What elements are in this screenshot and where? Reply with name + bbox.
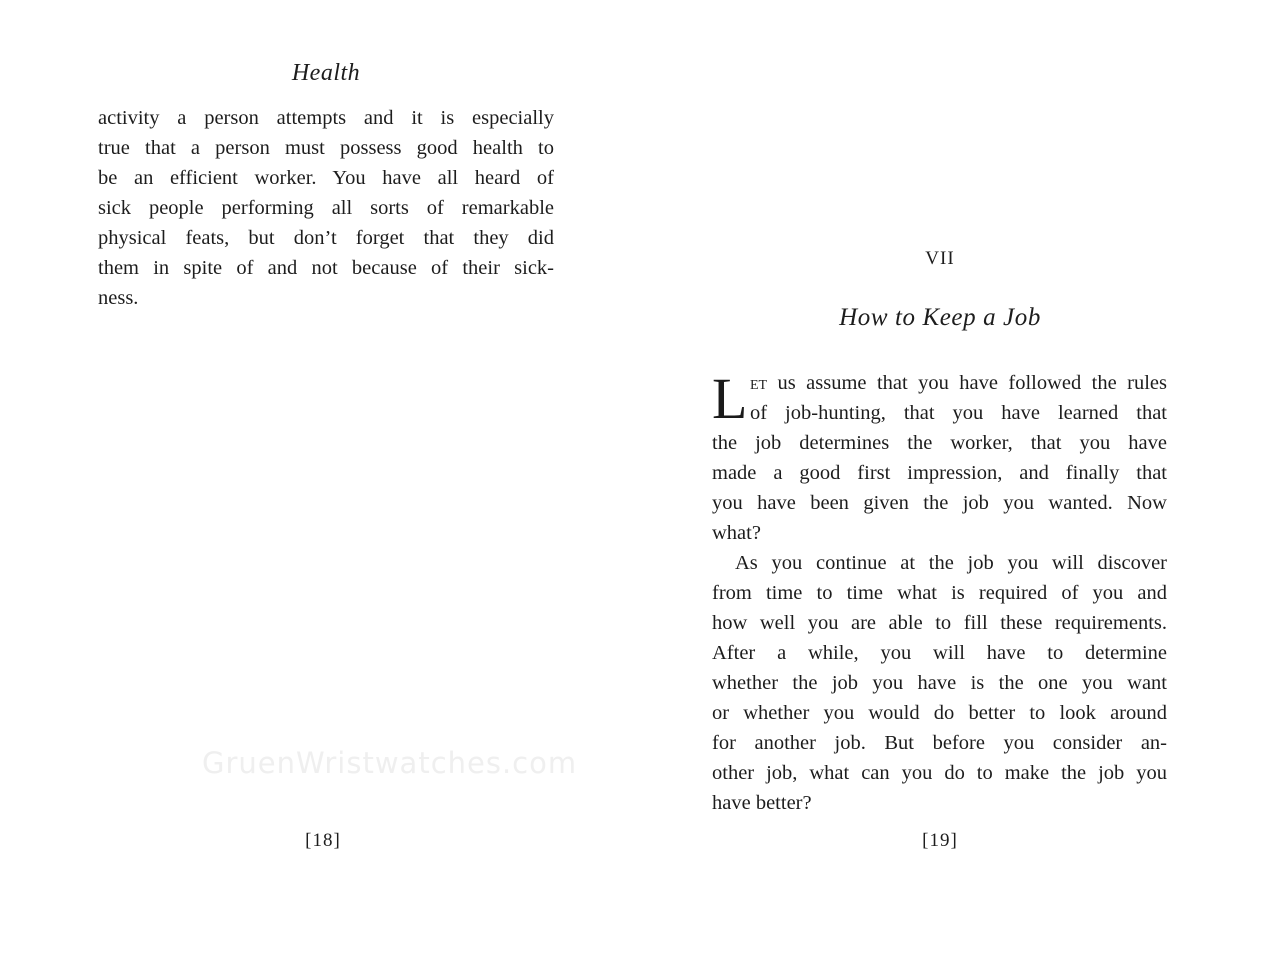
chapter-number: VII — [925, 248, 955, 269]
text-line: other job, what can you do to make the job you — [712, 762, 1167, 784]
text-line: physical feats, but don’t forget that they did — [98, 227, 554, 249]
text-line: them in spite of and not because of their sick- — [98, 257, 554, 279]
page-number: [19] — [922, 830, 958, 851]
text-line: After a while, you will have to determine — [712, 642, 1167, 664]
right-page — [640, 0, 1280, 978]
left-page-body — [98, 103, 554, 313]
small-caps-text: et — [750, 372, 768, 394]
text-line: from time to time what is required of you and — [712, 582, 1167, 604]
text-line: of job-hunting, that you have learned that — [750, 402, 1167, 424]
text-line: activity a person attempts and it is especially — [98, 107, 554, 129]
running-head: Health — [291, 60, 361, 86]
text-line — [712, 368, 1167, 398]
page-number: [18] — [305, 830, 341, 851]
text-line: how well you are able to fill these requirements. — [712, 612, 1167, 634]
chapter-title: How to Keep a Job — [839, 304, 1041, 331]
text-line: made a good first impression, and finally that — [712, 462, 1167, 484]
text-line: for another job. But before you consider an- — [712, 732, 1167, 754]
text-line: have better? — [712, 792, 812, 814]
text-line: As you continue at the job you will discover — [735, 552, 1167, 574]
text-line: whether the job you have is the one you want — [712, 672, 1167, 694]
text-line: ness. — [98, 287, 139, 309]
drop-cap: L — [712, 366, 748, 431]
text-line: sick people performing all sorts of remarkable — [98, 197, 554, 219]
text-line: or whether you would do better to look around — [712, 702, 1167, 724]
text-line: the job determines the worker, that you have — [712, 432, 1167, 454]
first-line-text: us assume that you have followed the rules — [767, 372, 1167, 394]
text-line: true that a person must possess good health to — [98, 137, 554, 159]
watermark: GruenWristwatches.com — [202, 746, 578, 780]
text-line: what? — [712, 522, 761, 544]
text-line: you have been given the job you wanted. Now — [712, 492, 1167, 514]
text-line: be an efficient worker. You have all heard of — [98, 167, 554, 189]
right-page-body — [712, 368, 1167, 818]
